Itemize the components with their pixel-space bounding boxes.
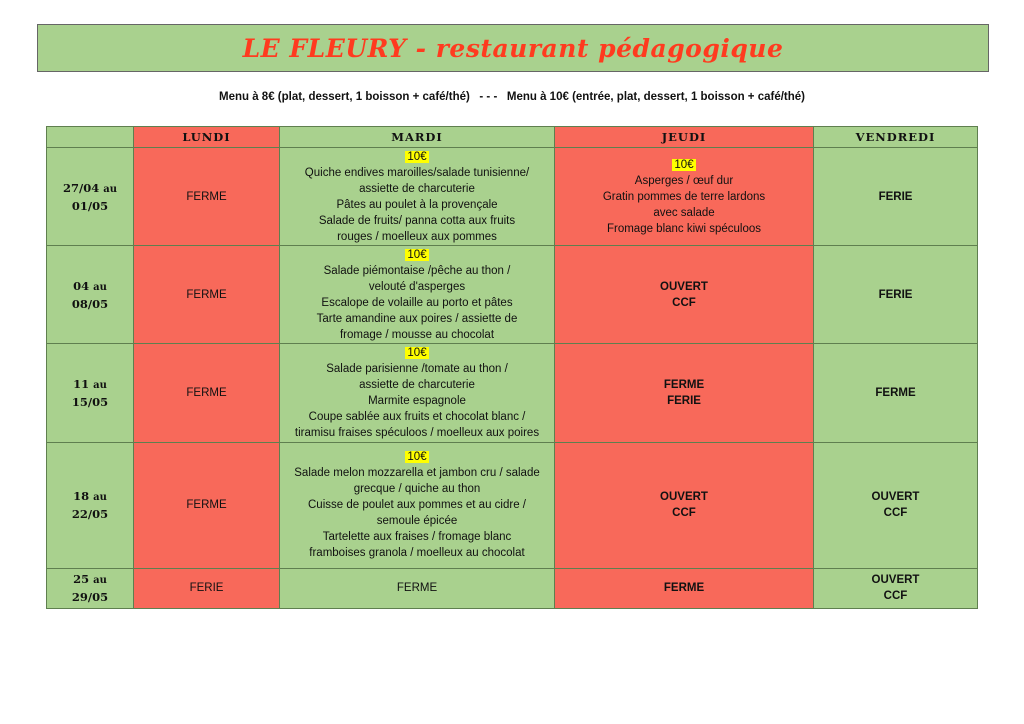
corner-cell (47, 127, 134, 148)
jeudi-status: FERME FERIE (555, 344, 814, 442)
day-header-lundi: LUNDI (134, 127, 280, 148)
price-badge: 10€ (407, 248, 427, 261)
mardi-menu: 10€ Salade melon mozzarella et jambon cru / salade grecque / quiche au thon Cuisse de poulet aux pommes et au cidre / semoule épicée Tartelette aux fraises / fromage blanc framboises granola / moelleux au chocolat (280, 442, 555, 568)
menu-prices: Menu à 8€ (plat, dessert, 1 boisson + café/thé) - - - Menu à 10€ (entrée, plat, dessert, 1 boisson + café/thé) (218, 91, 806, 103)
price-badge: 10€ (407, 347, 427, 360)
vendredi-status: FERIE (814, 148, 978, 246)
week-dates: 27/04 au 01/05 (47, 148, 134, 246)
day-header-vendredi: VENDREDI (814, 127, 978, 148)
price-badge: 10€ (674, 158, 694, 171)
mardi-menu: 10€ Salade piémontaise /pêche au thon / velouté d'asperges Escalope de volaille au porto et pâtes Tarte amandine aux poires / assiette de fromage / mousse au chocolat (280, 246, 555, 344)
vendredi-status: OUVERT CCF (814, 568, 978, 608)
price-badge: 10€ (407, 150, 427, 163)
mardi-menu: 10€ Salade parisienne /tomate au thon / assiette de charcuterie Marmite espagnole Coupe sablée aux fruits et chocolat blanc / tiramisu fraises spéculoos / moelleux aux poires (280, 344, 555, 442)
jeudi-status: OUVERT CCF (555, 442, 814, 568)
week-row (47, 148, 978, 246)
planning-table (46, 126, 978, 609)
mardi-menu: 10€ Quiche endives maroilles/salade tunisienne/ assiette de charcuterie Pâtes au poulet à la provençale Salade de fruits/ panna cotta aux fruits rouges / moelleux aux pommes (280, 148, 555, 246)
lundi-status: FERIE (134, 568, 280, 608)
day-header-jeudi: JEUDI (555, 127, 814, 148)
jeudi-status: FERME (555, 568, 814, 608)
week-row (47, 344, 978, 442)
day-header-mardi: MARDI (280, 127, 555, 148)
price-badge: 10€ (407, 451, 427, 464)
vendredi-status: FERME (814, 344, 978, 442)
mardi-status: FERME (280, 568, 555, 608)
header-row (47, 127, 978, 148)
week-dates: 18 au 22/05 (47, 442, 134, 568)
lundi-status: FERME (134, 246, 280, 344)
lundi-status: FERME (134, 344, 280, 442)
page-title: LE FLEURY - restaurant pédagogique (242, 33, 784, 63)
vendredi-status: FERIE (814, 246, 978, 344)
vendredi-status: OUVERT CCF (814, 442, 978, 568)
week-dates: 11 au 15/05 (47, 344, 134, 442)
week-dates: 04 au 08/05 (47, 246, 134, 344)
week-row (47, 568, 978, 608)
title-banner (37, 24, 989, 72)
week-row (47, 442, 978, 568)
jeudi-menu: 10€ Asperges / œuf dur Gratin pommes de terre lardons avec salade Fromage blanc kiwi spéculoos (555, 148, 814, 246)
lundi-status: FERME (134, 148, 280, 246)
week-dates: 25 au 29/05 (47, 568, 134, 608)
lundi-status: FERME (134, 442, 280, 568)
week-row (47, 246, 978, 344)
jeudi-status: OUVERT CCF (555, 246, 814, 344)
